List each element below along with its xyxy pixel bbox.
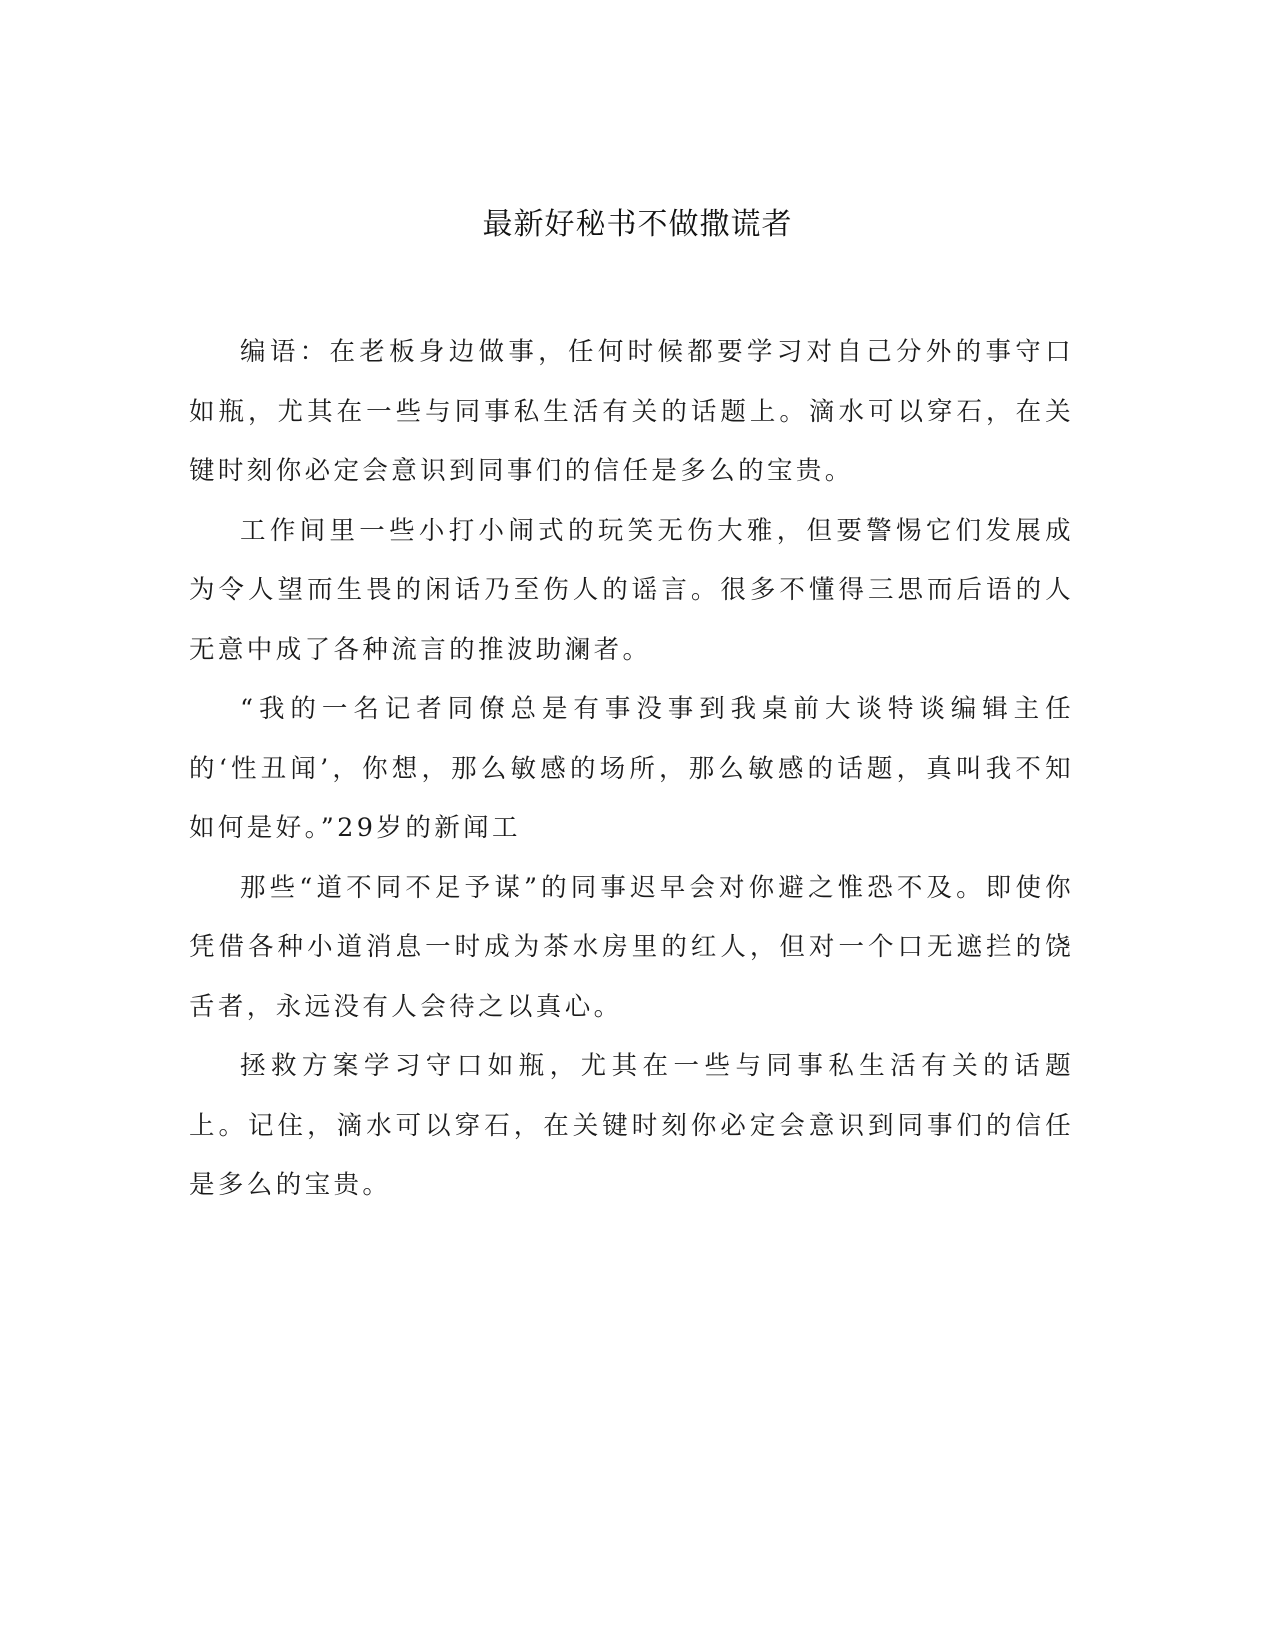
paragraph-office-gossip: 工作间里一些小打小闹式的玩笑无伤大雅，但要警惕它们发展成为令人望而生畏的闲话乃至伤人的谣言。很多不懂得三思而后语的人无意中成了各种流言的推波助澜者。 xyxy=(189,515,1074,665)
document-title: 最新好秘书不做撒谎者 xyxy=(482,207,793,242)
paragraph-quote: “我的一名记者同僚总是有事没事到我桌前大谈特谈编辑主任的‘性丑闻’，你想，那么敏感的场所，那么敏感的话题，真叫我不知如何是好。”29岁的新闻工 xyxy=(189,694,1074,843)
paragraph-solution: 拯救方案学习守口如瓶，尤其在一些与同事私生活有关的话题上。记住，滴水可以穿石，在关键时刻你必定会意识到同事们的信任是多么的宝贵。 xyxy=(189,1051,1074,1200)
document-body xyxy=(189,323,1074,1216)
paragraph-consequence: 那些“道不同不足予谋”的同事迟早会对你避之惟恐不及。即使你凭借各种小道消息一时成为茶水房里的红人，但对一个口无遮拦的饶舌者，永远没有人会待之以真心。 xyxy=(189,872,1074,1022)
paragraph-editor-note: 编语：在老板身边做事，任何时候都要学习对自己分外的事守口如瓶，尤其在一些与同事私生活有关的话题上。滴水可以穿石，在关键时刻你必定会意识到同事们的信任是多么的宝贵。 xyxy=(189,337,1074,486)
